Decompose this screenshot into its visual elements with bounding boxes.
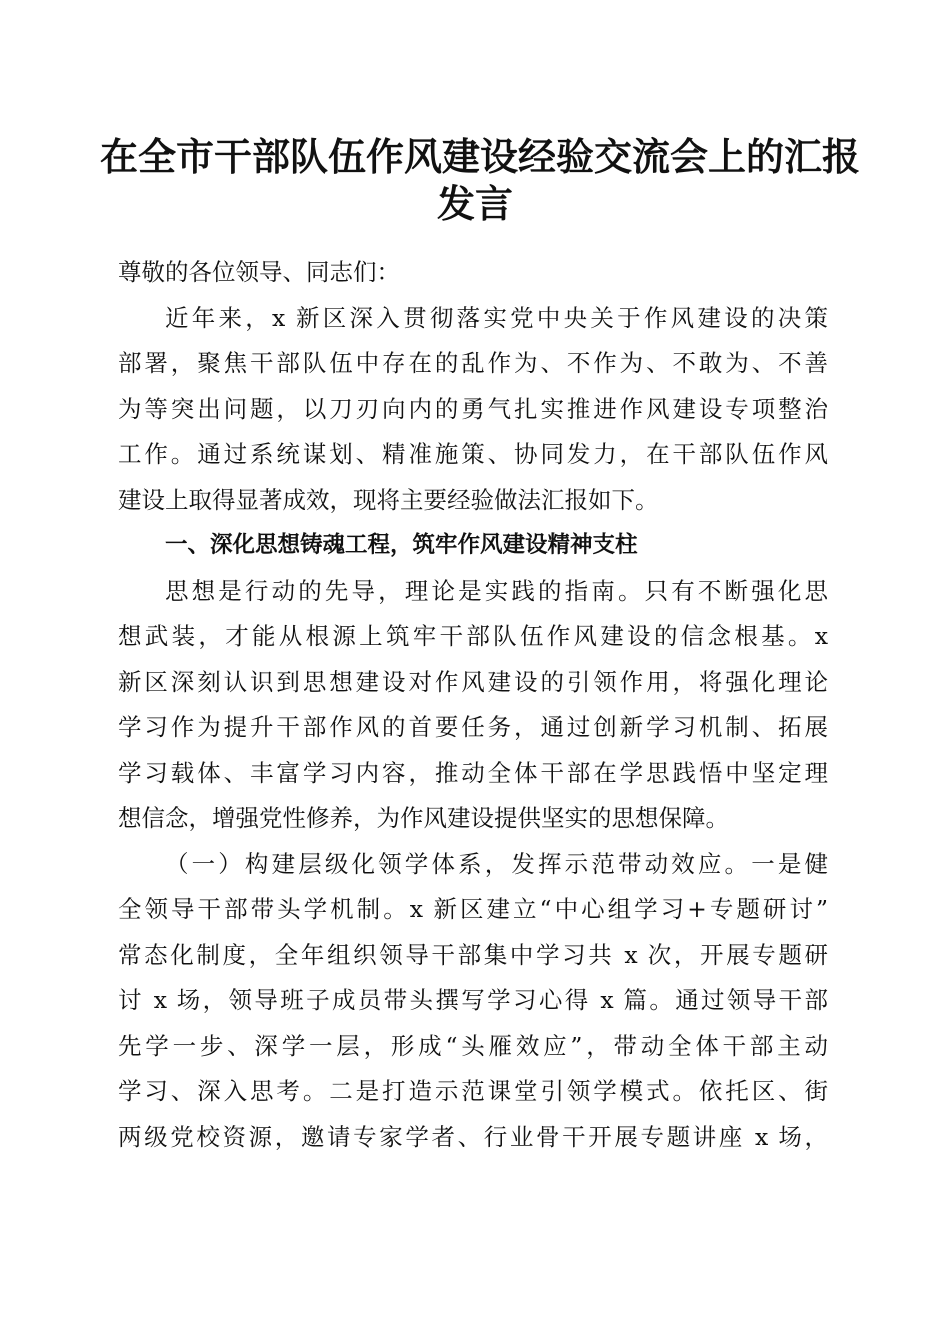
document-body bbox=[118, 250, 828, 1160]
subsection-line: 全领导干部带头学机制。x 新区建立“中心组学习+专题研讨” bbox=[118, 895, 828, 923]
section-paragraph-line: 想武装，才能从根源上筑牢干部队伍作风建设的信念根基。x bbox=[118, 622, 828, 650]
subsection-line: 先学一步、深学一层，形成“头雁效应”，带动全体干部主动 bbox=[118, 1031, 828, 1060]
title-line-2: 发言 bbox=[436, 181, 513, 226]
intro-line: 建设上取得显著成效，现将主要经验做法汇报如下。 bbox=[118, 485, 659, 514]
salutation: 尊敬的各位领导、同志们： bbox=[118, 258, 400, 286]
subsection-line: 两级党校资源，邀请专家学者、行业骨干开展专题讲座 x 场， bbox=[118, 1122, 828, 1151]
intro-line: 工作。通过系统谋划、精准施策、协同发力，在干部队伍作风 bbox=[118, 440, 828, 468]
intro-line: 近年来，x 新区深入贯彻落实党中央关于作风建设的决策 bbox=[165, 303, 828, 332]
intro-line: 为等突出问题，以刀刃向内的勇气扎实推进作风建设专项整治 bbox=[118, 394, 828, 423]
section-paragraph-line: 想信念，增强党性修养，为作风建设提供坚实的思想保障。 bbox=[118, 804, 729, 832]
subsection-line: 学习、深入思考。二是打造示范课堂引领学模式。依托区、街 bbox=[118, 1077, 828, 1105]
section-paragraph-line: 学习载体、丰富学习内容，推动全体干部在学思践悟中坚定理 bbox=[118, 758, 828, 787]
subsection-line: 常态化制度，全年组织领导干部集中学习共 x 次，开展专题研 bbox=[118, 940, 828, 969]
title-line-1: 在全市干部队伍作风建设经验交流会上的汇报 bbox=[100, 134, 861, 179]
section-paragraph-line: 新区深刻认识到思想建设对作风建设的引领作用，将强化理论 bbox=[118, 667, 828, 696]
subsection-line: （一）构建层级化领学体系，发挥示范带动效应。一是健 bbox=[165, 849, 828, 878]
section-heading: 一、深化思想铸魂工程，筑牢作风建设精神支柱 bbox=[165, 532, 638, 558]
subsection-line: 讨 x 场，领导班子成员带头撰写学习心得 x 篇。通过领导干部 bbox=[118, 986, 828, 1014]
document-title bbox=[100, 133, 861, 227]
intro-line: 部署，聚焦干部队伍中存在的乱作为、不作为、不敢为、不善 bbox=[118, 349, 828, 377]
section-paragraph-line: 学习作为提升干部作风的首要任务，通过创新学习机制、拓展 bbox=[118, 713, 828, 741]
section-paragraph-line: 思想是行动的先导，理论是实践的指南。只有不断强化思 bbox=[165, 576, 828, 605]
